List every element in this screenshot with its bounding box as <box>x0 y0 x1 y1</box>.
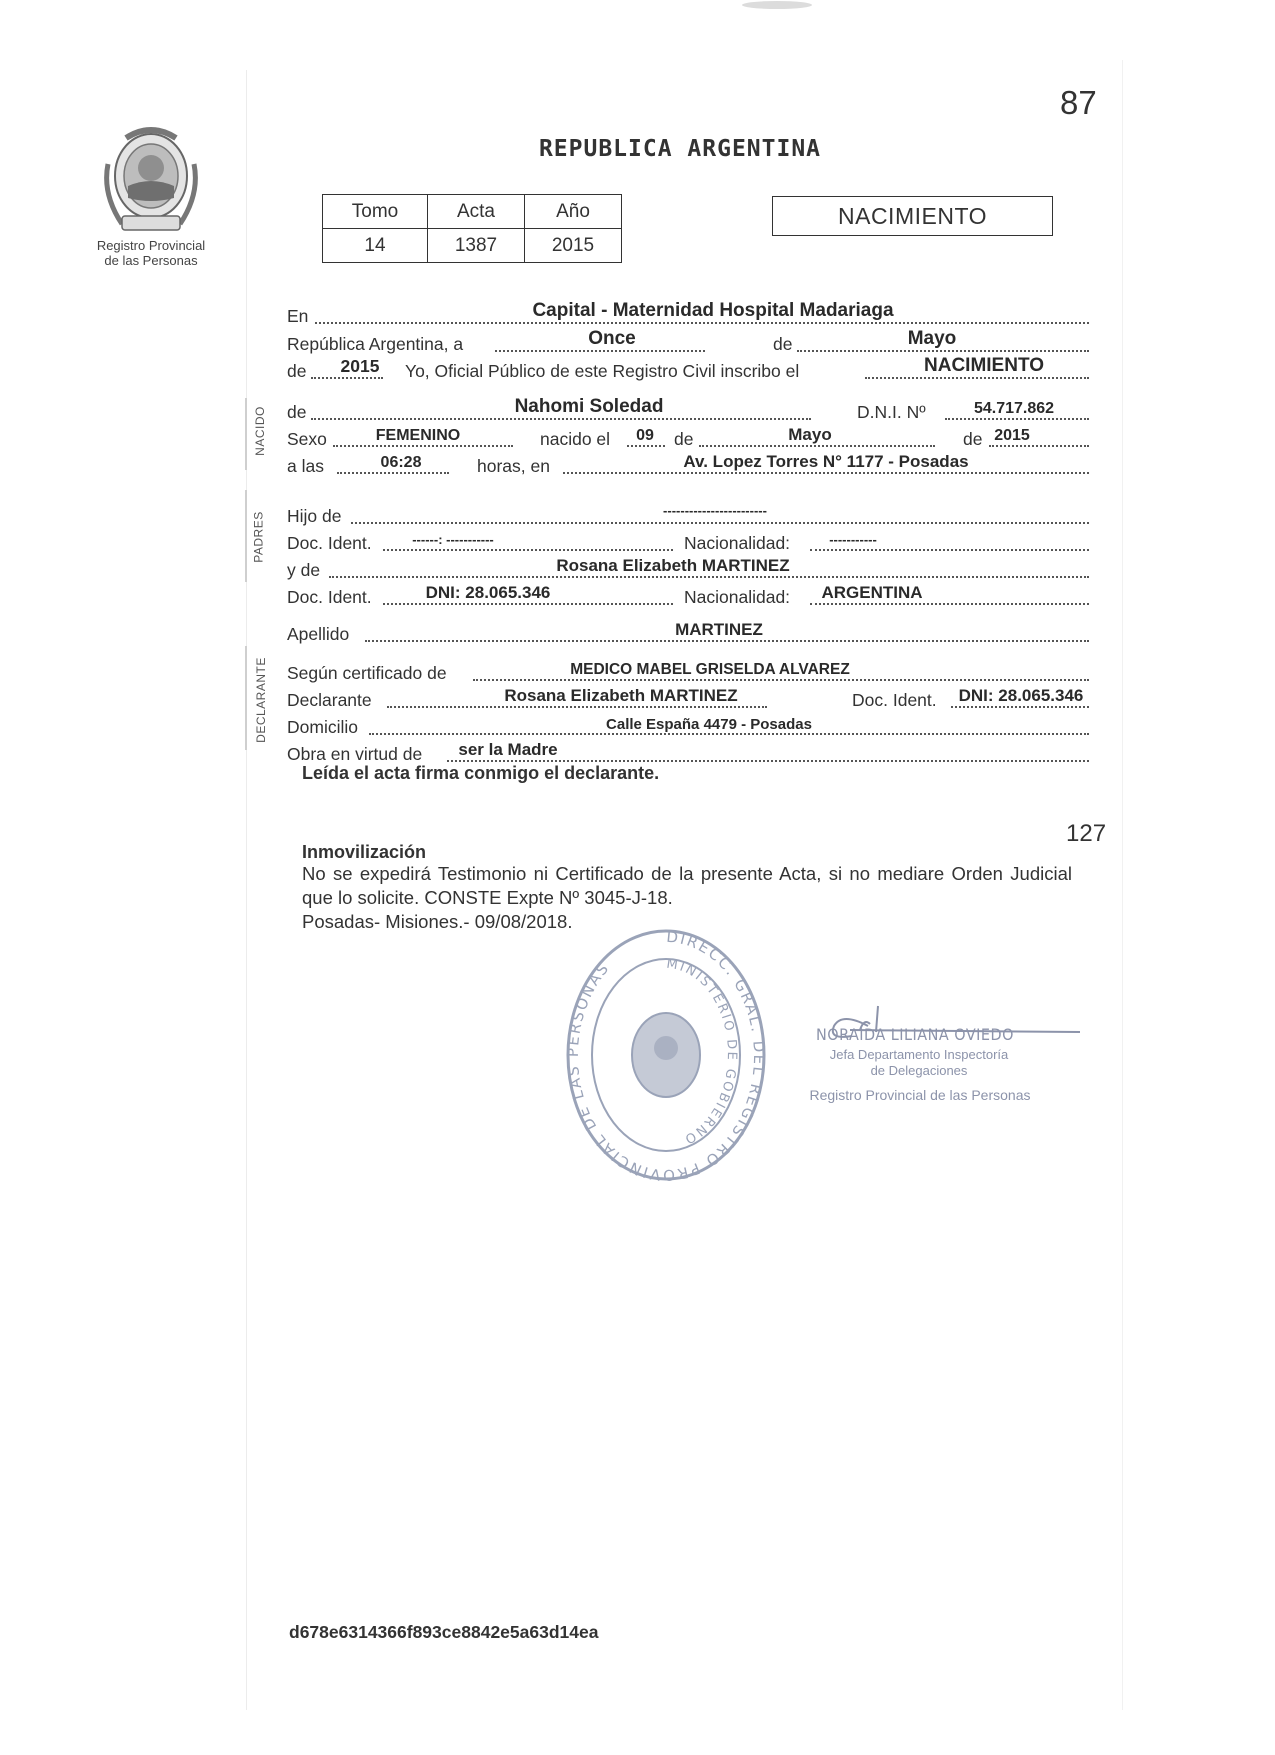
read-statement: Leída el acta firma conmigo el declarante. <box>302 763 660 783</box>
dotted-line <box>383 549 673 551</box>
value-acta-type: NACIMIENTO <box>924 355 1044 376</box>
label-y-de: y de <box>287 560 321 580</box>
dotted-line <box>337 472 449 474</box>
dotted-line <box>311 418 811 420</box>
header-tomo: Tomo <box>323 195 428 229</box>
signatory-name: NORAIDA LILIANA OVIEDO <box>816 1025 1014 1044</box>
label-doc-ident: Doc. Ident. <box>287 533 372 553</box>
signatory-role <box>800 1047 1038 1079</box>
label-nacido-el: nacido el <box>540 429 611 449</box>
row-apellido <box>287 618 1101 645</box>
immobilization-place-date: Posadas- Misiones.- 09/08/2018. <box>302 911 573 932</box>
row-sex-birth <box>287 423 1101 450</box>
dotted-line <box>447 760 1089 762</box>
header-ano: Año <box>525 195 622 229</box>
value-place: Capital - Maternidad Hospital Madariaga <box>532 300 894 321</box>
dotted-line <box>563 472 1089 474</box>
secondary-folio: 127 <box>1066 820 1107 847</box>
row-certificado <box>287 657 1101 684</box>
value-certificado: MEDICO MABEL GRISELDA ALVAREZ <box>570 661 850 678</box>
dotted-line <box>383 603 673 605</box>
dotted-line <box>865 377 1089 379</box>
value-domicilio: Calle España 4479 - Posadas <box>606 716 812 733</box>
value-birth-day: 09 <box>636 427 654 444</box>
dotted-line <box>387 706 767 708</box>
logo-caption-line1: Registro Provincial <box>96 238 206 253</box>
label-declarante: Declarante <box>287 690 372 710</box>
label-de-year: de <box>287 361 307 381</box>
value-birth-month: Mayo <box>788 425 832 444</box>
value-time: 06:28 <box>380 454 422 471</box>
dotted-line <box>699 445 935 447</box>
label-obra: Obra en virtud de <box>287 744 423 764</box>
section-separator <box>245 490 247 582</box>
dotted-line <box>810 603 1089 605</box>
section-separator <box>245 646 247 750</box>
document-hash: d678e6314366f893ce8842e5a63d14ea <box>289 1622 599 1642</box>
dotted-line <box>473 679 1089 681</box>
section-separator <box>245 398 247 470</box>
value-name: Nahomi Soledad <box>514 396 664 417</box>
row-time-place <box>287 450 1101 477</box>
dotted-line <box>365 640 1089 642</box>
label-en: En <box>287 306 309 326</box>
registry-table <box>322 194 622 263</box>
signatory-role-line2: de Delegaciones <box>870 1063 968 1078</box>
logo-caption-line2: de las Personas <box>104 253 198 268</box>
label-nacionalidad-2: Nacionalidad: <box>684 587 791 607</box>
row-place <box>287 300 1101 327</box>
dotted-line <box>315 322 1089 324</box>
row-mother-doc <box>287 581 1101 608</box>
value-ano: 2015 <box>525 229 622 263</box>
value-declarante: Rosana Elizabeth MARTINEZ <box>504 686 738 705</box>
label-de-birth-year: de <box>963 429 983 449</box>
value-mother-doc: DNI: 28.065.346 <box>425 583 551 602</box>
value-apellido: MARTINEZ <box>675 620 763 639</box>
label-sexo: Sexo <box>287 429 327 449</box>
value-mother: Rosana Elizabeth MARTINEZ <box>556 556 790 575</box>
label-horas-en: horas, en <box>477 456 550 476</box>
value-day: Once <box>588 328 636 349</box>
dotted-line <box>351 522 1089 524</box>
value-father-doc: ------: ----------- <box>412 532 494 547</box>
dotted-line <box>951 706 1089 708</box>
side-label-padres: PADRES <box>251 511 266 563</box>
value-acta: 1387 <box>428 229 525 263</box>
label-dni: D.N.I. Nº <box>857 402 926 422</box>
value-year: 2015 <box>340 356 380 376</box>
stamp-outer-text: DIRECC. GRAL. DEL REGISTRO PROVINCIAL DE LAS PERSONAS <box>563 927 769 1185</box>
label-a-las: a las <box>287 456 324 476</box>
immobilization-text: No se expedirá Testimonio ni Certificado de la presente Acta, si no mediare Orden Judicial que lo solicite. CONSTE Expte Nº 3045-J-18. <box>302 863 1072 908</box>
label-de-birth-month: de <box>674 429 694 449</box>
registry-value-row <box>323 229 622 263</box>
signatory-organization: Registro Provincial de las Personas <box>809 1087 1031 1103</box>
dotted-line <box>945 418 1089 420</box>
dotted-line <box>333 445 513 447</box>
label-doc-ident-2: Doc. Ident. <box>287 587 372 607</box>
dotted-line <box>627 445 665 447</box>
row-declarante <box>287 684 1101 711</box>
side-label-nacido: NACIDO <box>252 406 267 456</box>
certificate-type-box: NACIMIENTO <box>772 196 1053 236</box>
stamp-inner-text: MINISTERIO DE GOBIERNO <box>665 956 740 1148</box>
row-date <box>287 328 1101 355</box>
label-certificado: Según certificado de <box>287 663 447 683</box>
document-title: REPUBLICA ARGENTINA <box>538 136 822 162</box>
row-mother <box>287 554 1101 581</box>
immobilization-title: Inmovilización <box>302 842 427 862</box>
dotted-line <box>311 377 383 379</box>
label-de-name: de <box>287 402 307 422</box>
dotted-line <box>797 350 1089 352</box>
value-father-nat: ----------- <box>829 532 877 547</box>
label-doc-ident-3: Doc. Ident. <box>852 690 937 710</box>
logo-caption <box>80 238 222 268</box>
official-stamp-icon <box>560 924 772 1186</box>
side-label-declarante: DECLARANTE <box>253 657 268 743</box>
page-number: 87 <box>1060 84 1097 121</box>
row-father <box>287 500 1101 527</box>
dotted-line <box>989 445 1089 447</box>
label-republica: República Argentina, a <box>287 334 464 354</box>
value-tomo: 14 <box>323 229 428 263</box>
dotted-line <box>369 733 1089 735</box>
dotted-line <box>329 576 1089 578</box>
value-birth-place: Av. Lopez Torres N° 1177 - Posadas <box>683 452 969 471</box>
value-obra: ser la Madre <box>458 740 558 759</box>
right-margin-line <box>1122 60 1123 1710</box>
row-year-type <box>287 355 1101 382</box>
value-birth-year: 2015 <box>994 427 1030 444</box>
value-dni: 54.717.862 <box>973 400 1055 417</box>
label-domicilio: Domicilio <box>287 717 358 737</box>
header-acta: Acta <box>428 195 525 229</box>
province-seal-icon <box>102 124 200 236</box>
value-declarante-doc: DNI: 28.065.346 <box>958 686 1084 705</box>
label-de: de <box>773 334 793 354</box>
signatory-role-line1: Jefa Departamento Inspectoría <box>829 1047 1009 1062</box>
label-apellido: Apellido <box>287 624 350 644</box>
scan-mark <box>742 1 812 9</box>
value-month: Mayo <box>907 328 957 349</box>
label-hijo-de: Hijo de <box>287 506 342 526</box>
label-oficial: Yo, Oficial Público de este Registro Civil inscribo el <box>405 361 800 381</box>
value-father: ------------------------ <box>663 503 767 518</box>
row-obra <box>287 738 1101 765</box>
dotted-line <box>495 350 705 352</box>
value-mother-nat: ARGENTINA <box>821 583 923 602</box>
left-margin-line <box>246 70 247 1710</box>
row-father-doc <box>287 527 1101 554</box>
registry-header-row <box>323 195 622 229</box>
label-nacionalidad: Nacionalidad: <box>684 533 791 553</box>
value-sexo: FEMENINO <box>375 427 461 444</box>
dotted-line <box>810 549 1089 551</box>
row-name <box>287 396 1101 423</box>
row-domicilio <box>287 711 1101 738</box>
